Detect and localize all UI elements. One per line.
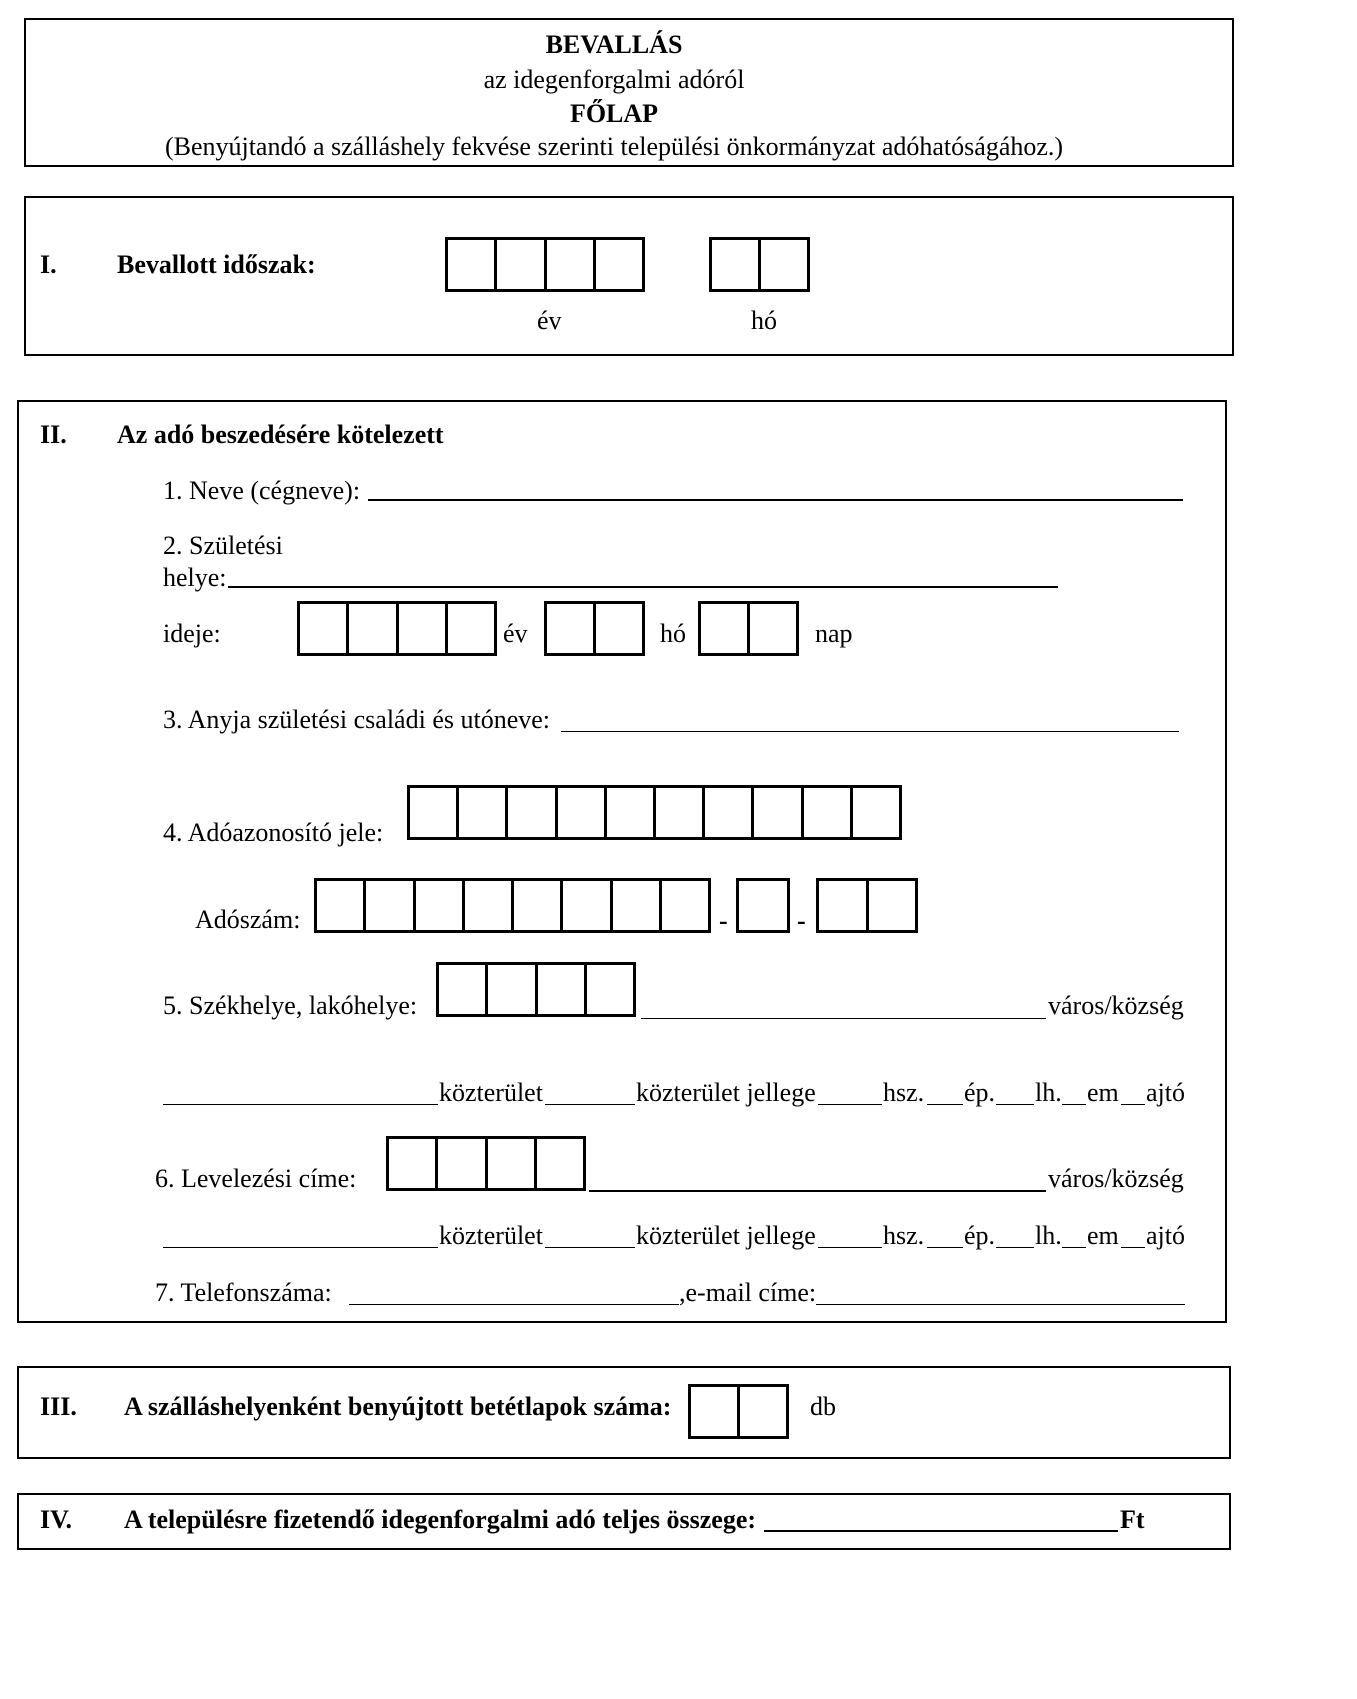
form-note: (Benyújtandó a szálláshely fekvése szerinti települési önkormányzat adóhatóságához.) (164, 132, 1064, 161)
seat-label: 5. Székhelye, lakóhelye: (163, 991, 418, 1020)
seat-floor-line[interactable] (1062, 1104, 1086, 1105)
mail-door-line[interactable] (1121, 1247, 1145, 1248)
seat-building-line[interactable] (927, 1104, 963, 1105)
seat-building-label: ép. (964, 1078, 996, 1107)
mail-city-line[interactable] (589, 1190, 1046, 1192)
phone-line[interactable] (349, 1304, 679, 1305)
email-line[interactable] (816, 1304, 1185, 1305)
seat-street-type-line[interactable] (545, 1104, 635, 1105)
seat-house-number-label: hsz. (883, 1078, 925, 1107)
section-2-number: II. (40, 420, 67, 449)
mail-address-label: 6. Levelezési címe: (155, 1164, 357, 1193)
birth-year-field[interactable] (297, 601, 497, 656)
attachment-count-field[interactable] (688, 1384, 789, 1439)
birth-year-label: év (503, 619, 528, 648)
seat-floor-label: em (1087, 1078, 1119, 1107)
seat-city-label: város/község (1048, 991, 1184, 1020)
seat-house-number-line[interactable] (818, 1104, 882, 1105)
section-3-label: A szálláshelyenként benyújtott betétlapok száma: (124, 1392, 672, 1421)
section-4-number: IV. (40, 1505, 73, 1534)
mother-name-label: 3. Anyja születési családi és utóneve: (163, 705, 551, 734)
mail-staircase-label: lh. (1035, 1221, 1062, 1250)
birth-month-label: hó (660, 619, 686, 648)
mother-name-line[interactable] (561, 731, 1179, 732)
mail-street-line[interactable] (163, 1247, 438, 1248)
section-2-label: Az adó beszedésére kötelezett (117, 420, 444, 449)
mail-street-type-line[interactable] (545, 1247, 635, 1248)
attachment-count-unit: db (810, 1392, 836, 1421)
mail-building-line[interactable] (927, 1247, 963, 1248)
form-title: BEVALLÁS (545, 30, 683, 59)
seat-street-line[interactable] (163, 1104, 438, 1105)
mail-street-type-label: közterület jellege (636, 1221, 816, 1250)
tax-number-vat-field[interactable] (736, 878, 790, 933)
birth-day-field[interactable] (698, 601, 799, 656)
tax-number-county-field[interactable] (816, 878, 918, 933)
period-month-field[interactable] (709, 237, 810, 292)
mail-city-label: város/község (1048, 1164, 1184, 1193)
seat-postcode-field[interactable] (436, 962, 636, 1017)
period-year-label: év (537, 306, 562, 335)
form-subtitle: az idegenforgalmi adóról (483, 65, 745, 94)
mail-postcode-field[interactable] (386, 1136, 586, 1191)
mail-building-label: ép. (964, 1221, 996, 1250)
birth-label-1: 2. Születési (163, 531, 283, 560)
mail-house-number-label: hsz. (883, 1221, 925, 1250)
total-tax-amount-line[interactable] (764, 1530, 1118, 1532)
mail-floor-label: em (1087, 1221, 1119, 1250)
section-1-number: I. (40, 250, 57, 279)
name-label: 1. Neve (cégneve): (163, 476, 361, 505)
mail-staircase-line[interactable] (996, 1247, 1034, 1248)
seat-door-label: ajtó (1146, 1078, 1185, 1107)
tax-number-main-field[interactable] (314, 878, 711, 933)
birth-date-label: ideje: (163, 619, 221, 648)
tax-number-label: Adószám: (195, 905, 301, 934)
section-1-label: Bevallott időszak: (117, 250, 316, 279)
mail-house-number-line[interactable] (818, 1247, 882, 1248)
period-month-label: hó (751, 306, 777, 335)
seat-staircase-label: lh. (1035, 1078, 1062, 1107)
tax-number-dash-2: - (797, 906, 806, 935)
birth-place-line[interactable] (228, 586, 1058, 588)
tax-number-dash-1: - (719, 906, 728, 935)
total-tax-amount-unit: Ft (1120, 1505, 1145, 1534)
seat-city-line[interactable] (641, 1018, 1046, 1019)
tax-id-field[interactable] (407, 785, 902, 840)
section-3-number: III. (40, 1392, 77, 1421)
section-4-label: A településre fizetendő idegenforgalmi adó teljes összege: (124, 1505, 757, 1534)
seat-staircase-line[interactable] (996, 1104, 1034, 1105)
mail-door-label: ajtó (1146, 1221, 1185, 1250)
tax-id-label: 4. Adóazonosító jele: (163, 818, 384, 847)
birth-place-label: helye: (163, 563, 227, 592)
form-sheet-name: FŐLAP (569, 99, 659, 128)
email-label: ,e-mail címe: (679, 1278, 817, 1307)
seat-door-line[interactable] (1121, 1104, 1145, 1105)
mail-floor-line[interactable] (1062, 1247, 1086, 1248)
mail-street-label: közterület (439, 1221, 543, 1250)
birth-day-label: nap (815, 619, 853, 648)
name-line[interactable] (368, 499, 1183, 501)
period-year-field[interactable] (445, 237, 645, 292)
birth-month-field[interactable] (544, 601, 645, 656)
seat-street-type-label: közterület jellege (636, 1078, 816, 1107)
phone-label: 7. Telefonszáma: (155, 1278, 332, 1307)
seat-street-label: közterület (439, 1078, 543, 1107)
